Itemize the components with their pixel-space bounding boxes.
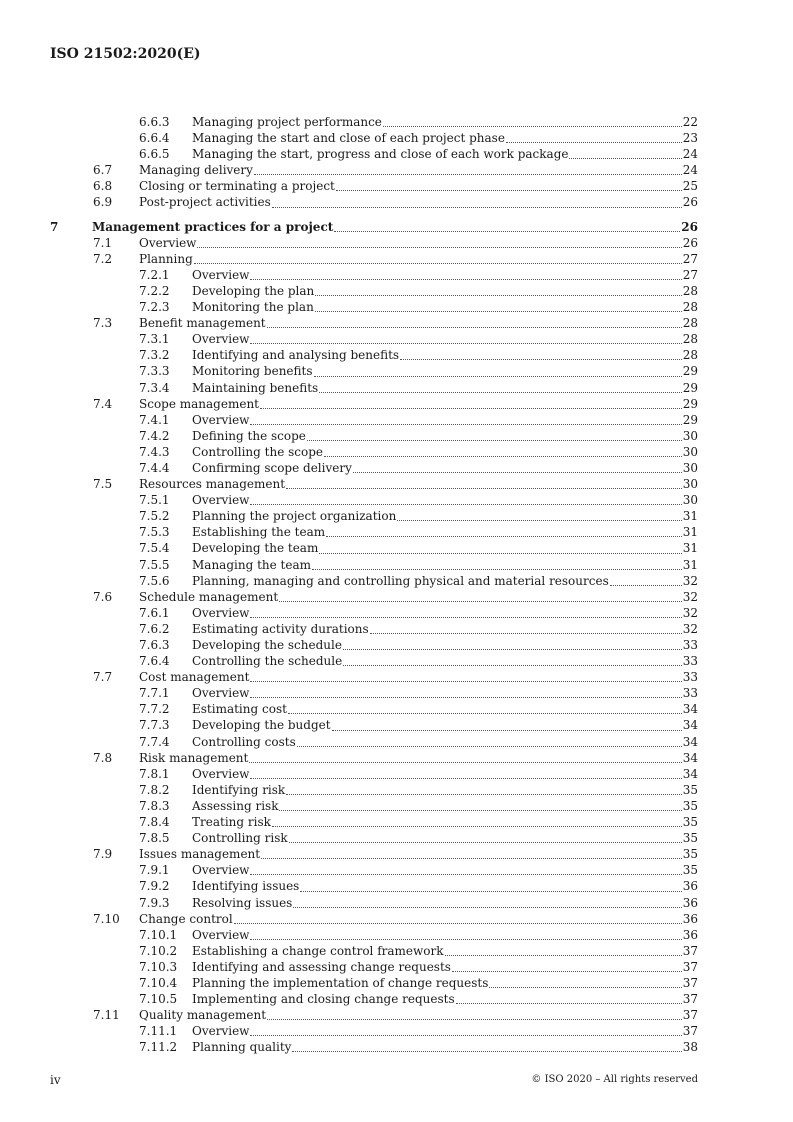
dot-leader xyxy=(250,938,681,940)
toc-entry-page: 32 xyxy=(682,573,698,588)
toc-entry[interactable] xyxy=(0,347,793,363)
toc-entry-page: 34 xyxy=(682,766,698,781)
toc-entry-title: Cost management xyxy=(139,670,250,685)
toc-entry-page: 25 xyxy=(682,179,698,194)
toc-entry[interactable] xyxy=(0,508,793,524)
dot-leader xyxy=(279,600,682,602)
toc-entry-number: 7.5.3 xyxy=(139,525,170,540)
toc-entry[interactable] xyxy=(0,251,793,267)
toc-entry-number: 7.3 xyxy=(93,316,113,331)
toc-entry-page: 31 xyxy=(682,541,698,556)
toc-entry-title: Schedule management xyxy=(139,589,279,604)
toc-entry-page: 35 xyxy=(682,863,698,878)
toc-entry-title: Maintaining benefits xyxy=(192,380,319,395)
toc-entry-number: 7.6.3 xyxy=(139,638,170,652)
toc-entry-title: Confirming scope delivery xyxy=(192,460,352,475)
dot-leader xyxy=(250,616,681,618)
toc-entry-title: Treating risk xyxy=(192,815,271,830)
dot-leader xyxy=(319,552,681,554)
toc-entry-number: 7.6 xyxy=(93,589,113,604)
footer-copyright: © ISO 2020 – All rights reserved xyxy=(531,1074,698,1085)
toc-entry-page: 33 xyxy=(682,654,698,669)
dot-leader xyxy=(300,890,681,892)
dot-leader xyxy=(292,1050,681,1052)
toc-entry-page: 29 xyxy=(682,380,698,395)
toc-entry[interactable] xyxy=(0,428,793,444)
toc-entry-number: 7.10.1 xyxy=(139,927,178,942)
toc-entry-title: Monitoring benefits xyxy=(192,364,313,379)
toc-entry-page: 36 xyxy=(682,927,698,942)
toc-entry-title: Developing the schedule xyxy=(192,638,342,652)
toc-entry-title: Scope management xyxy=(139,396,259,411)
toc-entry-number: 7.11 xyxy=(93,1008,120,1023)
toc-entry-number: 7.5 xyxy=(93,477,113,492)
dot-leader xyxy=(261,857,682,859)
toc-entry-page: 34 xyxy=(682,718,698,733)
dot-leader xyxy=(250,873,681,875)
toc-entry[interactable] xyxy=(0,782,793,798)
toc-entry[interactable] xyxy=(0,267,793,283)
toc-entry-title: Establishing the team xyxy=(192,525,326,540)
table-of-contents xyxy=(0,114,793,1055)
toc-entry[interactable] xyxy=(0,1023,793,1039)
dot-leader xyxy=(312,568,682,570)
dot-leader xyxy=(324,455,682,457)
toc-entry[interactable] xyxy=(0,178,793,194)
toc-entry-number: 7.2 xyxy=(93,251,113,266)
toc-entry[interactable] xyxy=(0,589,793,605)
dot-leader xyxy=(197,246,681,248)
dot-leader xyxy=(286,793,682,795)
toc-entry-page: 37 xyxy=(682,1008,698,1023)
toc-entry-number: 7.3.1 xyxy=(139,332,170,347)
toc-entry-number: 6.9 xyxy=(93,195,113,210)
toc-entry[interactable] xyxy=(0,380,793,396)
toc-entry-number: 7.10.5 xyxy=(139,992,178,1007)
dot-leader xyxy=(297,745,682,747)
toc-entry-number: 7.5.2 xyxy=(139,509,170,524)
toc-entry-title: Establishing a change control framework xyxy=(192,943,444,958)
toc-entry[interactable] xyxy=(0,911,793,927)
toc-entry-page: 29 xyxy=(682,412,698,427)
toc-entry-page: 31 xyxy=(682,525,698,540)
toc-entry-number: 7.4.4 xyxy=(139,460,170,475)
toc-entry-page: 36 xyxy=(682,895,698,910)
toc-entry-page: 36 xyxy=(682,911,698,926)
toc-entry-page: 27 xyxy=(682,267,698,282)
toc-entry-title: Overview xyxy=(192,1024,250,1039)
toc-entry[interactable] xyxy=(0,814,793,830)
toc-entry-title: Overview xyxy=(139,235,197,250)
dot-leader xyxy=(293,906,681,908)
toc-entry-title: Benefit management xyxy=(139,316,266,331)
toc-entry[interactable] xyxy=(0,653,793,669)
toc-entry-title: Planning, managing and controlling physical and material resources xyxy=(192,573,609,588)
toc-entry-title: Developing the plan xyxy=(192,283,315,298)
toc-entry-page: 37 xyxy=(682,975,698,990)
toc-entry-title: Quality management xyxy=(139,1008,267,1023)
dot-leader xyxy=(254,173,682,175)
toc-entry-title: Managing the start and close of each project phase xyxy=(192,131,505,146)
toc-entry-page: 30 xyxy=(682,477,698,492)
toc-entry[interactable] xyxy=(0,444,793,460)
toc-entry-page: 29 xyxy=(682,396,698,411)
toc-entry-number: 7.3.2 xyxy=(139,348,170,363)
toc-entry[interactable] xyxy=(0,943,793,959)
toc-entry-number: 7.10.3 xyxy=(139,959,178,974)
dot-leader xyxy=(250,503,681,505)
toc-entry-number: 7.7.3 xyxy=(139,718,170,733)
toc-entry-page: 31 xyxy=(682,509,698,524)
dot-leader xyxy=(250,1034,681,1036)
toc-entry-page: 27 xyxy=(682,251,698,266)
toc-entry-title: Planning quality xyxy=(192,1040,292,1055)
toc-entry-title: Overview xyxy=(192,766,250,781)
toc-entry-title: Assessing risk xyxy=(192,798,279,813)
toc-entry[interactable] xyxy=(0,605,793,621)
toc-entry-title: Implementing and closing change requests xyxy=(192,992,455,1007)
toc-entry[interactable] xyxy=(0,219,793,235)
toc-entry-page: 36 xyxy=(682,879,698,894)
toc-entry-number: 7.6.2 xyxy=(139,621,170,636)
toc-entry-page: 30 xyxy=(682,444,698,459)
toc-entry-number: 7.8.4 xyxy=(139,815,170,830)
toc-entry[interactable] xyxy=(0,162,793,178)
dot-leader xyxy=(267,326,682,328)
dot-leader xyxy=(336,189,682,191)
toc-entry-page: 38 xyxy=(682,1040,698,1055)
toc-entry-title: Closing or terminating a project xyxy=(139,179,335,194)
toc-entry-number: 7.8.1 xyxy=(139,766,170,781)
dot-leader xyxy=(400,358,682,360)
footer-page-number: iv xyxy=(50,1073,61,1087)
toc-entry-title: Planning the project organization xyxy=(192,509,397,524)
dot-leader xyxy=(234,922,682,924)
toc-entry-number: 7.4.2 xyxy=(139,428,170,443)
dot-leader xyxy=(353,471,682,473)
toc-entry-title: Managing the start, progress and close of each work package xyxy=(192,147,569,162)
toc-entry-title: Planning xyxy=(139,251,193,266)
dot-leader xyxy=(250,696,681,698)
toc-entry-number: 7.4.3 xyxy=(139,444,170,459)
toc-entry-title: Overview xyxy=(192,412,250,427)
toc-entry-title: Controlling the scope xyxy=(192,444,324,459)
toc-entry-number: 7.7.4 xyxy=(139,734,170,749)
toc-entry-number: 7.8.5 xyxy=(139,831,170,846)
dot-leader xyxy=(343,648,682,650)
toc-entry-page: 34 xyxy=(682,734,698,749)
dot-leader xyxy=(250,777,681,779)
dot-leader xyxy=(383,125,682,127)
toc-entry[interactable] xyxy=(0,146,793,162)
toc-entry[interactable] xyxy=(0,975,793,991)
toc-entry[interactable] xyxy=(0,476,793,492)
toc-entry-title: Management practices for a project xyxy=(92,219,334,234)
dot-leader xyxy=(250,278,681,280)
toc-entry-number: 7.7.2 xyxy=(139,702,170,717)
toc-entry-number: 6.6.5 xyxy=(139,147,170,162)
toc-entry-page: 24 xyxy=(682,147,698,162)
toc-entry[interactable] xyxy=(0,283,793,299)
toc-entry-number: 7.10 xyxy=(93,911,120,926)
toc-entry-number: 7.5.1 xyxy=(139,493,170,508)
toc-entry-number: 6.8 xyxy=(93,179,113,194)
toc-entry-number: 7.9.1 xyxy=(139,863,170,878)
dot-leader xyxy=(452,970,682,972)
toc-entry-title: Controlling the schedule xyxy=(192,654,343,669)
dot-leader xyxy=(319,391,682,393)
toc-entry-number: 7.8.3 xyxy=(139,798,170,813)
toc-entry-title: Overview xyxy=(192,605,250,620)
toc-entry-number: 6.6.3 xyxy=(139,115,170,129)
toc-entry-page: 23 xyxy=(682,131,698,146)
toc-entry-number: 7.7 xyxy=(93,670,113,685)
dot-leader xyxy=(272,825,682,827)
toc-entry-number: 7.9.2 xyxy=(139,879,170,894)
toc-entry-page: 28 xyxy=(682,348,698,363)
toc-entry[interactable] xyxy=(0,927,793,943)
toc-entry-number: 7 xyxy=(50,219,59,234)
toc-entry[interactable] xyxy=(0,412,793,428)
dot-leader xyxy=(279,809,681,811)
toc-entry-title: Risk management xyxy=(139,750,249,765)
toc-entry-page: 35 xyxy=(682,815,698,830)
toc-entry[interactable] xyxy=(0,557,793,573)
toc-entry-title: Managing the team xyxy=(192,557,311,572)
toc-entry-title: Overview xyxy=(192,493,250,508)
toc-entry-title: Identifying and analysing benefits xyxy=(192,348,400,363)
toc-entry[interactable] xyxy=(0,540,793,556)
toc-entry-title: Overview xyxy=(192,332,250,347)
toc-entry-title: Managing project performance xyxy=(192,115,382,129)
toc-entry-page: 37 xyxy=(682,992,698,1007)
toc-entry-title: Post-project activities xyxy=(139,195,271,210)
dot-leader xyxy=(315,310,682,312)
toc-entry-number: 7.3.3 xyxy=(139,364,170,379)
dot-leader xyxy=(267,1018,682,1020)
toc-entry-number: 7.3.4 xyxy=(139,380,170,395)
toc-entry-title: Identifying and assessing change requests xyxy=(192,959,451,974)
toc-entry-title: Identifying issues xyxy=(192,879,300,894)
toc-entry-page: 28 xyxy=(682,332,698,347)
toc-entry[interactable] xyxy=(0,895,793,911)
toc-entry-page: 22 xyxy=(682,115,698,129)
toc-entry-title: Defining the scope xyxy=(192,428,306,443)
toc-entry-number: 7.4 xyxy=(93,396,113,411)
toc-entry-page: 37 xyxy=(682,1024,698,1039)
toc-entry[interactable] xyxy=(0,766,793,782)
toc-entry[interactable] xyxy=(0,235,793,251)
toc-entry-page: 32 xyxy=(682,621,698,636)
toc-entry[interactable] xyxy=(0,878,793,894)
toc-entry-page: 32 xyxy=(682,605,698,620)
toc-entry-page: 26 xyxy=(681,219,698,234)
dot-leader xyxy=(250,342,681,344)
dot-leader xyxy=(288,712,682,714)
toc-entry-title: Managing delivery xyxy=(139,163,253,178)
toc-entry-number: 6.7 xyxy=(93,163,113,178)
toc-entry[interactable] xyxy=(0,846,793,862)
toc-entry-page: 28 xyxy=(682,283,698,298)
toc-entry-page: 26 xyxy=(682,235,698,250)
toc-entry-number: 7.7.1 xyxy=(139,686,170,701)
toc-entry[interactable] xyxy=(0,130,793,146)
toc-entry-page: 33 xyxy=(682,670,698,685)
toc-entry[interactable] xyxy=(0,734,793,750)
dot-leader xyxy=(315,294,681,296)
toc-entry-page: 37 xyxy=(682,959,698,974)
dot-leader xyxy=(506,141,682,143)
toc-entry-page: 33 xyxy=(682,686,698,701)
toc-entry[interactable] xyxy=(0,959,793,975)
toc-entry-number: 7.10.4 xyxy=(139,975,178,990)
dot-leader xyxy=(343,664,682,666)
toc-entry-number: 7.4.1 xyxy=(139,412,170,427)
dot-leader xyxy=(332,729,682,731)
toc-entry-title: Estimating activity durations xyxy=(192,621,369,636)
toc-entry-page: 32 xyxy=(682,589,698,604)
toc-entry-number: 7.5.5 xyxy=(139,557,170,572)
dot-leader xyxy=(326,535,682,537)
toc-entry-page: 35 xyxy=(682,847,698,862)
dot-leader xyxy=(397,519,681,521)
toc-entry-title: Controlling costs xyxy=(192,734,296,749)
toc-entry-title: Overview xyxy=(192,863,250,878)
dot-leader xyxy=(250,423,681,425)
toc-entry[interactable] xyxy=(0,637,793,653)
toc-entry-page: 26 xyxy=(682,195,698,210)
toc-entry-page: 29 xyxy=(682,364,698,379)
toc-entry-title: Developing the budget xyxy=(192,718,331,733)
toc-entry-title: Monitoring the plan xyxy=(192,300,314,315)
toc-entry-number: 7.5.4 xyxy=(139,541,170,556)
toc-entry-number: 7.10.2 xyxy=(139,943,178,958)
toc-entry-page: 24 xyxy=(682,163,698,178)
toc-entry-page: 35 xyxy=(682,831,698,846)
dot-leader xyxy=(456,1002,682,1004)
toc-entry-page: 35 xyxy=(682,798,698,813)
toc-entry-number: 7.9.3 xyxy=(139,895,170,910)
toc-entry-number: 7.9 xyxy=(93,847,113,862)
toc-entry-number: 7.8.2 xyxy=(139,782,170,797)
toc-entry-page: 30 xyxy=(682,460,698,475)
toc-entry[interactable] xyxy=(0,299,793,315)
dot-leader xyxy=(194,262,682,264)
toc-entry-number: 7.6.4 xyxy=(139,654,170,669)
toc-entry-page: 37 xyxy=(682,943,698,958)
toc-entry-number: 7.2.1 xyxy=(139,267,170,282)
toc-entry-page: 31 xyxy=(682,557,698,572)
toc-entry[interactable] xyxy=(0,750,793,766)
toc-entry-title: Resolving issues xyxy=(192,895,293,910)
toc-entry-page: 30 xyxy=(682,493,698,508)
toc-entry-number: 7.11.1 xyxy=(139,1024,178,1039)
toc-entry[interactable] xyxy=(0,669,793,685)
toc-entry-title: Identifying risk xyxy=(192,782,286,797)
toc-entry-page: 28 xyxy=(682,300,698,315)
dot-leader xyxy=(569,157,681,159)
toc-entry[interactable] xyxy=(0,1039,793,1055)
toc-entry-title: Developing the team xyxy=(192,541,319,556)
toc-entry[interactable] xyxy=(0,396,793,412)
toc-entry-number: 6.6.4 xyxy=(139,131,170,146)
toc-entry[interactable] xyxy=(0,114,793,130)
toc-entry-number: 7.8 xyxy=(93,750,113,765)
dot-leader xyxy=(250,680,681,682)
toc-entry[interactable] xyxy=(0,363,793,379)
dot-leader xyxy=(260,407,682,409)
dot-leader xyxy=(610,584,682,586)
toc-entry[interactable] xyxy=(0,315,793,331)
toc-entry[interactable] xyxy=(0,492,793,508)
toc-entry-page: 33 xyxy=(682,638,698,652)
toc-entry[interactable] xyxy=(0,717,793,733)
dot-leader xyxy=(272,206,682,208)
toc-entry[interactable] xyxy=(0,331,793,347)
toc-entry[interactable] xyxy=(0,573,793,589)
toc-entry-title: Controlling risk xyxy=(192,831,288,846)
toc-entry-number: 7.2.3 xyxy=(139,300,170,315)
toc-entry-page: 34 xyxy=(682,702,698,717)
toc-entry-page: 35 xyxy=(682,782,698,797)
dot-leader xyxy=(334,230,680,232)
toc-entry-title: Overview xyxy=(192,686,250,701)
toc-entry[interactable] xyxy=(0,194,793,210)
dot-leader xyxy=(307,439,682,441)
toc-entry[interactable] xyxy=(0,701,793,717)
toc-entry-title: Overview xyxy=(192,927,250,942)
toc-entry[interactable] xyxy=(0,862,793,878)
dot-leader xyxy=(286,487,682,489)
dot-leader xyxy=(489,986,681,988)
dot-leader xyxy=(370,632,682,634)
toc-entry[interactable] xyxy=(0,460,793,476)
toc-entry-title: Estimating cost xyxy=(192,702,287,717)
toc-entry-number: 7.1 xyxy=(93,235,113,250)
toc-entry-number: 7.11.2 xyxy=(139,1040,178,1055)
toc-entry-page: 28 xyxy=(682,316,698,331)
toc-entry[interactable] xyxy=(0,621,793,637)
toc-entry-number: 7.2.2 xyxy=(139,283,170,298)
toc-entry-title: Change control xyxy=(139,911,233,926)
toc-entry[interactable] xyxy=(0,524,793,540)
toc-entry[interactable] xyxy=(0,991,793,1007)
toc-entry-title: Resources management xyxy=(139,477,286,492)
dot-leader xyxy=(249,761,681,763)
toc-entry-title: Issues management xyxy=(139,847,261,862)
dot-leader xyxy=(289,841,682,843)
toc-entry-page: 34 xyxy=(682,750,698,765)
toc-entry-title: Planning the implementation of change requests xyxy=(192,975,489,990)
toc-entry-title: Overview xyxy=(192,267,250,282)
toc-entry[interactable] xyxy=(0,685,793,701)
dot-leader xyxy=(445,954,682,956)
toc-entry-number: 7.5.6 xyxy=(139,573,170,588)
toc-entry[interactable] xyxy=(0,798,793,814)
toc-entry-number: 7.6.1 xyxy=(139,605,170,620)
toc-entry[interactable] xyxy=(0,830,793,846)
toc-entry[interactable] xyxy=(0,1007,793,1023)
dot-leader xyxy=(314,375,682,377)
document-header: ISO 21502:2020(E) xyxy=(50,46,201,62)
toc-entry-page: 30 xyxy=(682,428,698,443)
